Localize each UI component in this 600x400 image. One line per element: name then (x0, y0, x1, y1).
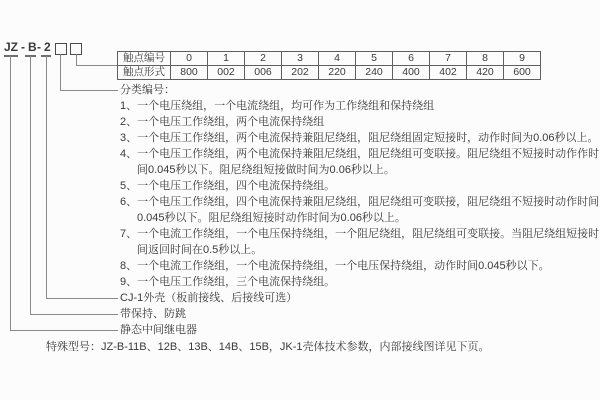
item-number: 8、 (120, 260, 138, 272)
item-number: 3、 (120, 132, 138, 144)
table-cell: 800 (171, 66, 208, 80)
item-number: 4、 (120, 148, 138, 160)
table-cell: 1 (208, 52, 245, 66)
table-row-contact-number (118, 52, 541, 66)
table-cell: 240 (356, 66, 393, 80)
classification-item-4-cont (120, 162, 595, 178)
connector-line-classification-vertical (60, 54, 61, 90)
item-number: 2、 (120, 116, 138, 128)
table-cell: 600 (504, 66, 541, 80)
table-cell: 6 (393, 52, 430, 66)
classification-item-6-cont (120, 210, 595, 226)
item-number: 7、 (120, 228, 138, 240)
table-cell: 9 (504, 52, 541, 66)
classification-item-3 (120, 130, 599, 146)
table-cell: 4 (319, 52, 356, 66)
item-text: 0.045秒以下。阻尼绕组短接时动作时间为0.06秒以上。 (137, 212, 406, 224)
item-text: 间返回时间在0.5秒以上。 (137, 244, 263, 256)
item-text: 一个电压工作绕组，四个电流保持兼阻尼绕组，阻尼绕组可变联接，阻尼绕组不短接时动作时间 (137, 196, 600, 208)
segment-underline (4, 55, 18, 57)
connector-line-relay-vertical (10, 56, 11, 330)
table-cell: 8 (467, 52, 504, 66)
table-row-contact-form (118, 66, 541, 80)
table-cell: 420 (467, 66, 504, 80)
table-cell: 402 (430, 66, 467, 80)
item-number: 6、 (120, 196, 138, 208)
model-segment-b: B (28, 40, 37, 54)
row-header: 触点形式 (118, 66, 171, 80)
table-cell: 002 (208, 66, 245, 80)
connector-line-case-vertical (46, 56, 47, 298)
special-models-note: 特殊型号：JZ-B-11B、12B、13B、14B、15B，JK-1壳体技术参数，内部接线图详见下页。 (46, 341, 490, 353)
table-cell: 7 (430, 52, 467, 66)
connector-line-contact-horizontal (76, 65, 118, 66)
classification-item-1 (120, 98, 595, 114)
model-separator: - (21, 40, 25, 54)
model-separator: - (37, 40, 41, 54)
item-text: 一个电压工作绕组，三个电流保持绕组。 (137, 276, 336, 288)
classification-heading: 分类编号： (120, 84, 175, 96)
table-cell: 5 (356, 52, 393, 66)
item-text: 一个电流工作绕组，一个电流保持绕组，一个电压保持绕组，动作时间0.045秒以下。 (137, 260, 550, 272)
classification-item-9 (120, 274, 595, 290)
item-text: 一个电压绕组，一个电流绕组，均可作为工作绕组和保持绕组 (137, 100, 435, 112)
item-text: 一个电压工作绕组，两个电流保持绕组 (137, 116, 325, 128)
item-text: 一个电压工作绕组，两个电流保持兼阻尼绕组，阻尼绕组可变联接。阻尼绕组不短接时动作作时 (137, 148, 600, 160)
classification-item-4 (120, 146, 600, 162)
connector-line-hold-horizontal (30, 314, 118, 315)
row-header: 触点编号 (118, 52, 171, 66)
branch-label-case: CJ-1外壳（板前接线、后接线可选） (120, 292, 298, 304)
table-cell: 202 (282, 66, 319, 80)
classification-list (120, 82, 600, 338)
item-text: 一个电流工作绕组，一个电压保持绕组，一个阻尼绕组，阻尼绕组可变联接。当阻尼绕组短接时 (137, 228, 600, 240)
classification-item-5 (120, 178, 595, 194)
item-number: 1、 (120, 100, 138, 112)
table-cell: 3 (282, 52, 319, 66)
table-cell: 400 (393, 66, 430, 80)
model-code-box-classification (55, 43, 67, 55)
table-cell: 006 (245, 66, 282, 80)
item-text: 一个电压工作绕组，两个电流保持兼阻尼绕组，阻尼绕组固定短接时，动作时间为0.06秒以上。 (137, 132, 599, 144)
table-cell: 0 (171, 52, 208, 66)
classification-item-7 (120, 226, 600, 242)
item-text: 间0.045秒以下。阻尼绕组短接做时间为0.06秒以上。 (137, 164, 395, 176)
table-cell: 220 (319, 66, 356, 80)
item-text: 一个电压工作绕组，四个电流保持绕组。 (137, 180, 336, 192)
branch-label-relay: 静态中间继电器 (120, 324, 197, 336)
connector-line-case-horizontal (46, 298, 118, 299)
classification-item-7-cont (120, 242, 595, 258)
contact-code-table (117, 51, 541, 80)
classification-item-6 (120, 194, 600, 210)
branch-label-hold: 带保持、防跳 (120, 308, 186, 320)
model-segment-jz: JZ (4, 40, 19, 54)
classification-item-8 (120, 258, 595, 274)
table-cell: 2 (245, 52, 282, 66)
model-segment-2: 2 (44, 40, 51, 54)
item-number: 5、 (120, 180, 138, 192)
connector-line-classification-horizontal (60, 90, 118, 91)
item-number: 9、 (120, 276, 138, 288)
connector-line-contact-vertical (76, 54, 77, 65)
connector-line-relay-horizontal (10, 330, 118, 331)
connector-line-hold-vertical (30, 56, 31, 314)
classification-item-2 (120, 114, 595, 130)
